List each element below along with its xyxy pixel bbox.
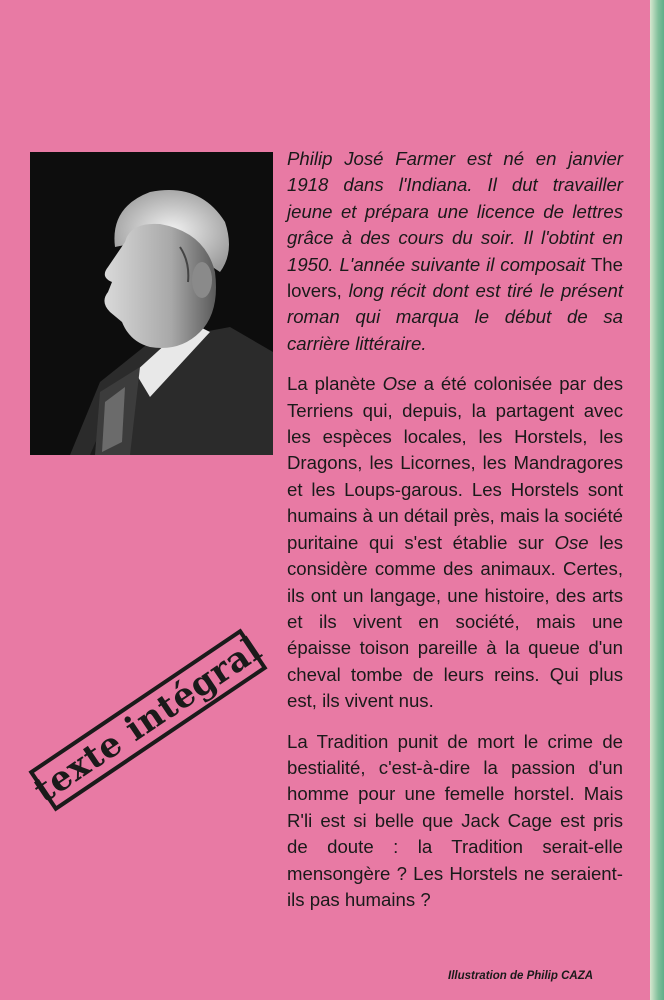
cover-edge-strip (650, 0, 664, 1000)
synopsis-paragraph-2: La Tradition punit de mort le crime de bestialité, c'est-à-dire la passion d'un homme pour une femelle horstel. Mais R'li est si belle que Jack Cage est pris de doute : la Tradition serait-elle mensongère ? Les Horstels ne seraient-ils pas humains ? (287, 730, 623, 910)
back-cover-text (287, 146, 623, 927)
synopsis-text: les considère comme des animaux. Certes, ils ont un langage, une histoire, des arts et ils vivent en société, mais une épaisse toison pareille à la queue d'un cheval tombe de leurs reins. Qui plus est, ils vivent nus. (287, 531, 623, 712)
illustration-credit: Illustration de Philip CAZA (448, 970, 594, 982)
planet-name: Ose (554, 531, 589, 553)
planet-name: Ose (382, 373, 417, 395)
synopsis-text: La planète (287, 373, 383, 395)
author-bio-text: Philip José Farmer est né en janvier 1918 dans l'Indiana. Il dut travailler jeune et prépara une licence de lettres grâce à des cours du soir. Il l'obtint en 1950. L'année suivante il composait (287, 148, 623, 275)
book-title-original: The lovers, (287, 253, 623, 302)
author-bio-text-end: long récit dont est tiré le présent roman qui marqua le début de sa carrière littéraire. (287, 280, 623, 354)
author-portrait (30, 152, 273, 455)
synopsis-paragraph-1 (287, 371, 623, 714)
author-bio (287, 146, 623, 357)
synopsis-text: a été colonisée par des Terriens qui, depuis, la partagent avec les espèces locales, les Horstels, les Dragons, les Licornes, les Mandragores et les Loups-garous. Les Horstels sont humains à un détail près, mais la société puritaine qui s'est établie sur (287, 373, 624, 553)
stamp-label: texte intégral (26, 629, 270, 811)
texte-integral-stamp (26, 629, 270, 812)
